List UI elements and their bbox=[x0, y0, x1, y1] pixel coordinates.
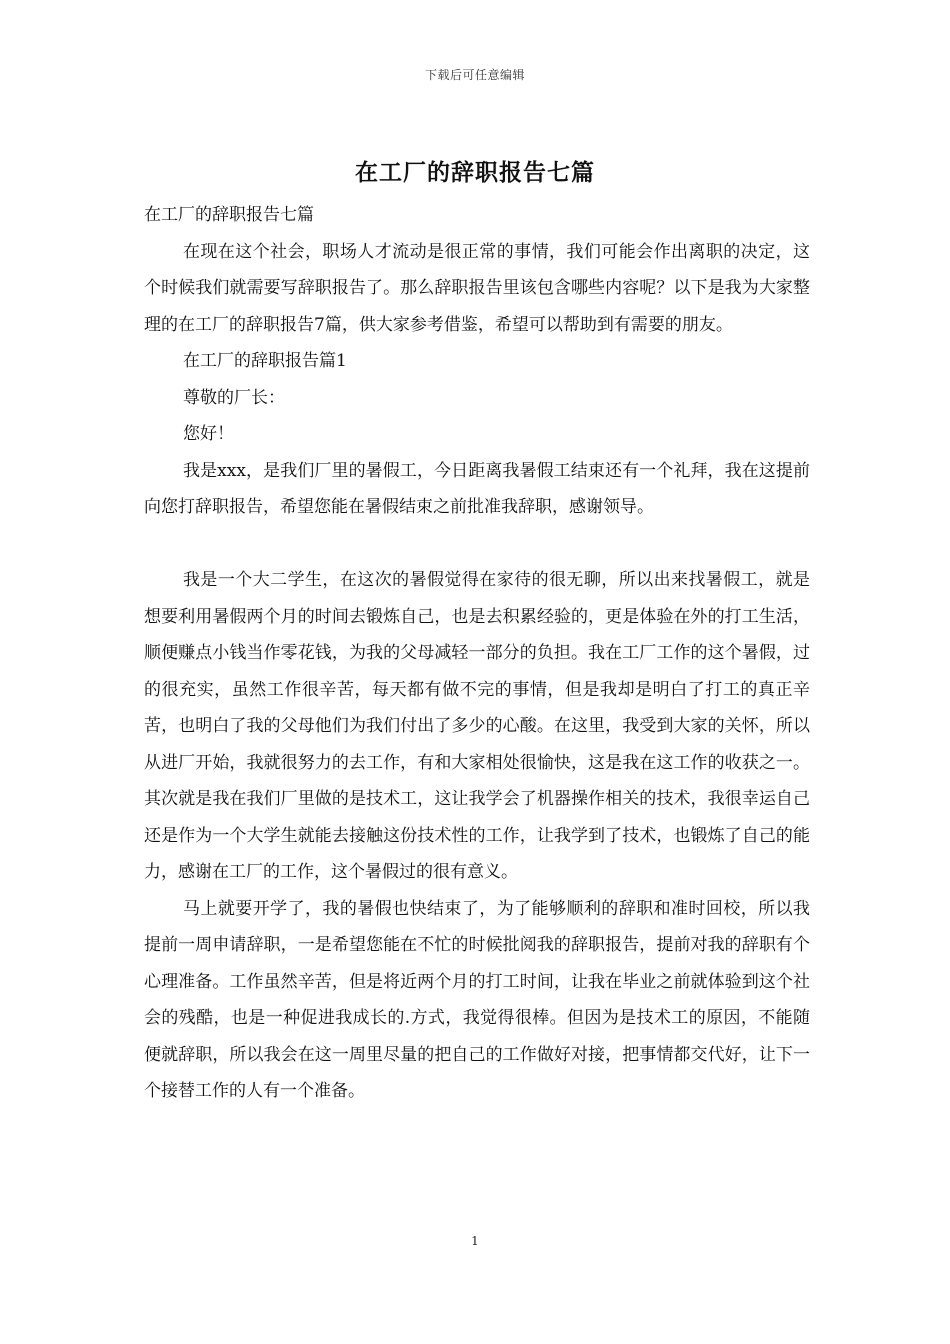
intro-paragraph: 在现在这个社会，职场人才流动是很正常的事情，我们可能会作出离职的决定，这个时候我们就需要写辞职报告了。那么辞职报告里该包含哪些内容呢？以下是我为大家整理的在工厂的辞职报告7篇，供大家参考借鉴，希望可以帮助到有需要的朋友。 bbox=[144, 241, 810, 335]
section-heading: 在工厂的辞职报告篇1 bbox=[183, 351, 347, 371]
document-body bbox=[144, 197, 810, 1110]
page-header: 下载后可任意编辑 bbox=[424, 68, 525, 82]
document-subtitle: 在工厂的辞职报告七篇 bbox=[144, 205, 314, 225]
body-paragraph: 我是一个大二学生，在这次的暑假觉得在家待的很无聊，所以出来找暑假工，就是想要利用暑假两个月的时间去锻炼自己，也是去积累经验的，更是体验在外的打工生活，顺便赚点小钱当作零花钱，为我的父母减轻一部分的负担。我在工厂工作的这个暑假，过的很充实，虽然工作很辛苦，每天都有做不完的事情，但是我却是明白了打工的真正辛苦，也明白了我的父母他们为我们付出了多少的心酸。在这里，我受到大家的关怀，所以从进厂开始，我就很努力的去工作，有和大家相处很愉快，这是我在这工作的收获之一。其次就是我在我们厂里做的是技术工，这让我学会了机器操作相关的技术，我很幸运自己还是作为一个大学生就能去接触这份技术性的工作，让我学到了技术，也锻炼了自己的能力，感谢在工厂的工作，这个暑假过的很有意义。 bbox=[144, 570, 810, 882]
body-paragraph: 马上就要开学了，我的暑假也快结束了，为了能够顺利的辞职和准时回校，所以我提前一周申请辞职，一是希望您能在不忙的时候批阅我的辞职报告，提前对我的辞职有个心理准备。工作虽然辛苦，但是将近两个月的打工时间，让我在毕业之前就体验到这个社会的残酷，也是一种促进我成长的.方式，我觉得很棒。但因为是技术工的原因，不能随便就辞职，所以我会在这一周里尽量的把自己的工作做好对接，把事情都交代好，让下一个接替工作的人有一个准备。 bbox=[144, 898, 810, 1101]
document-title: 在工厂的辞职报告七篇 bbox=[355, 159, 595, 186]
body-paragraph: 我是xxx，是我们厂里的暑假工，今日距离我暑假工结束还有一个礼拜，我在这提前向您打辞职报告，希望您能在暑假结束之前批准我辞职，感谢领导。 bbox=[144, 460, 810, 517]
paragraph-spacer bbox=[144, 526, 810, 563]
greeting: 您好！ bbox=[183, 424, 234, 444]
page-number: 1 bbox=[471, 1234, 479, 1248]
salutation: 尊敬的厂长： bbox=[183, 387, 285, 408]
